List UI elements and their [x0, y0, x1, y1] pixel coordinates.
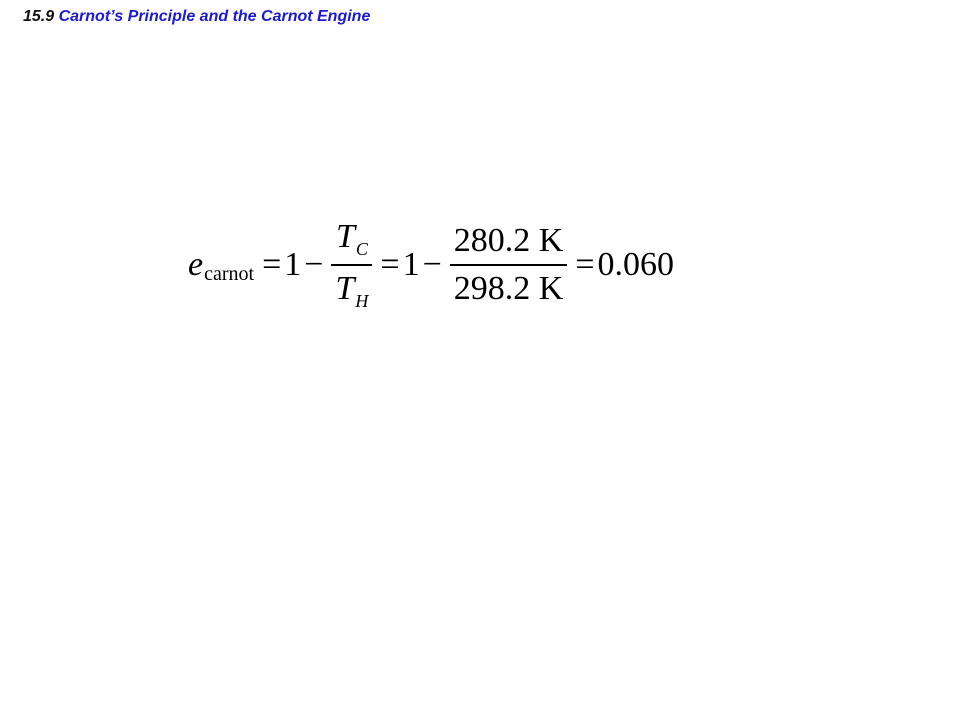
slide-title: [23, 7, 370, 27]
temperature-ratio-fraction: [331, 217, 372, 313]
th-subscript: H: [355, 290, 369, 311]
numeric-ratio-fraction: [450, 221, 568, 309]
efficiency-symbol: e: [188, 246, 204, 283]
section-title: Carnot’s Principle and the Carnot Engine: [58, 8, 371, 25]
efficiency-subscript: carnot: [204, 262, 255, 285]
minus-sign-2: −: [422, 246, 442, 283]
equals-sign-1: =: [262, 246, 282, 283]
section-number: 15.9: [23, 8, 55, 25]
hot-temperature-value: 298.2 K: [453, 269, 564, 307]
minus-sign-1: −: [304, 246, 324, 283]
efficiency-result: 0.060: [597, 246, 674, 283]
tc-subscript: C: [355, 239, 368, 260]
equals-sign-3: =: [575, 246, 595, 283]
equals-sign-2: =: [380, 246, 400, 283]
cold-temperature-value: 280.2 K: [453, 222, 564, 260]
fraction-numerator-tc: [332, 217, 372, 264]
carnot-efficiency-equation: [188, 219, 674, 311]
one-2: 1: [402, 246, 420, 283]
fraction-denominator-th: [331, 266, 372, 313]
one-1: 1: [284, 246, 302, 283]
th-symbol: T: [335, 269, 355, 307]
tc-symbol: T: [335, 218, 355, 256]
